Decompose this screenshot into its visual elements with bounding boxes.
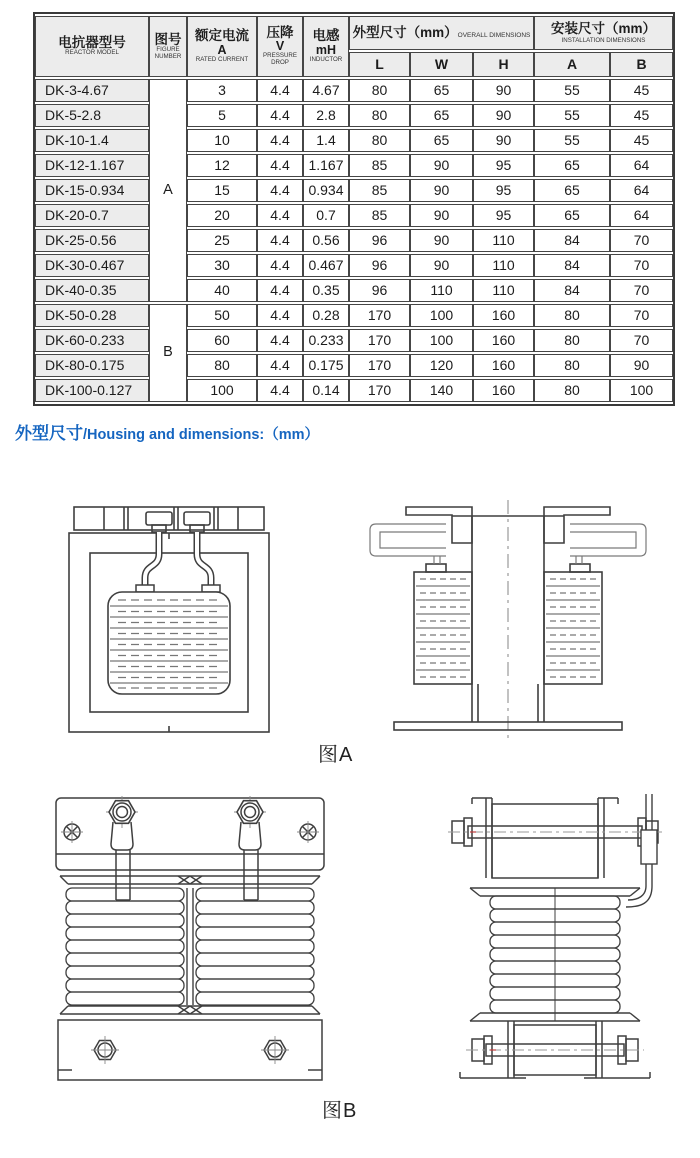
model-cell: DK-50-0.28 xyxy=(35,304,149,327)
mh-cell: 0.56 xyxy=(303,229,349,252)
model-cell: DK-25-0.56 xyxy=(35,229,149,252)
table-row xyxy=(35,279,673,302)
dim-w-cell: 140 xyxy=(410,379,473,402)
dim-h-cell: 90 xyxy=(473,104,534,127)
current-cell: 100 xyxy=(187,379,257,402)
dim-l-cell: 96 xyxy=(349,279,410,302)
header-col-B: B xyxy=(610,52,673,77)
figure-group-b-cell: B xyxy=(149,304,187,402)
header-col-W: W xyxy=(410,52,473,77)
dim-w-cell: 90 xyxy=(410,154,473,177)
dim-l-cell: 80 xyxy=(349,129,410,152)
drop-cell: 4.4 xyxy=(257,154,303,177)
mh-cell: 0.7 xyxy=(303,204,349,227)
dim-w-cell: 90 xyxy=(410,179,473,202)
dim-h-cell: 95 xyxy=(473,154,534,177)
inst-b-cell: 70 xyxy=(610,304,673,327)
inst-a-cell: 80 xyxy=(534,329,610,352)
dim-l-cell: 170 xyxy=(349,354,410,377)
dim-l-cell: 80 xyxy=(349,104,410,127)
dim-w-cell: 65 xyxy=(410,104,473,127)
table-row xyxy=(35,304,673,327)
inst-b-cell: 45 xyxy=(610,129,673,152)
current-cell: 5 xyxy=(187,104,257,127)
section-heading-zh: 外型尺寸 xyxy=(15,424,83,443)
mh-cell: 1.4 xyxy=(303,129,349,152)
inst-a-cell: 80 xyxy=(534,354,610,377)
model-cell: DK-80-0.175 xyxy=(35,354,149,377)
inst-b-cell: 64 xyxy=(610,179,673,202)
reactor-spec-table xyxy=(33,12,675,406)
mh-cell: 4.67 xyxy=(303,79,349,102)
mh-cell: 0.28 xyxy=(303,304,349,327)
current-cell: 15 xyxy=(187,179,257,202)
current-cell: 60 xyxy=(187,329,257,352)
table-row xyxy=(35,79,673,102)
model-cell: DK-12-1.167 xyxy=(35,154,149,177)
dim-l-cell: 170 xyxy=(349,379,410,402)
inst-b-cell: 70 xyxy=(610,254,673,277)
model-cell: DK-3-4.67 xyxy=(35,79,149,102)
mh-cell: 0.233 xyxy=(303,329,349,352)
mh-cell: 1.167 xyxy=(303,154,349,177)
table-row xyxy=(35,154,673,177)
dim-h-cell: 160 xyxy=(473,379,534,402)
drop-cell: 4.4 xyxy=(257,129,303,152)
drop-cell: 4.4 xyxy=(257,279,303,302)
dim-h-cell: 160 xyxy=(473,304,534,327)
dim-w-cell: 90 xyxy=(410,254,473,277)
section-heading-en: /Housing and dimensions:（mm） xyxy=(83,427,320,443)
figure-a-front-view-drawing xyxy=(66,502,272,736)
current-cell: 40 xyxy=(187,279,257,302)
inst-b-cell: 64 xyxy=(610,154,673,177)
inst-b-cell: 64 xyxy=(610,204,673,227)
current-cell: 80 xyxy=(187,354,257,377)
inst-b-cell: 45 xyxy=(610,79,673,102)
header-reactor-model: 电抗器型号 REACTOR MODEL xyxy=(35,16,149,77)
dim-h-cell: 110 xyxy=(473,279,534,302)
spec-table-wrapper xyxy=(33,12,700,406)
inst-a-cell: 55 xyxy=(534,79,610,102)
table-row xyxy=(35,129,673,152)
inst-b-cell: 70 xyxy=(610,279,673,302)
drop-cell: 4.4 xyxy=(257,304,303,327)
dim-h-cell: 110 xyxy=(473,229,534,252)
drop-cell: 4.4 xyxy=(257,104,303,127)
table-row xyxy=(35,104,673,127)
model-cell: DK-60-0.233 xyxy=(35,329,149,352)
inst-a-cell: 65 xyxy=(534,204,610,227)
inst-a-cell: 65 xyxy=(534,154,610,177)
dim-h-cell: 160 xyxy=(473,354,534,377)
figure-b-label: 图B xyxy=(322,1100,358,1122)
drawings-section xyxy=(0,444,700,1148)
header-figure-number: 图号 FIGURE NUMBER xyxy=(149,16,187,77)
dim-l-cell: 85 xyxy=(349,154,410,177)
table-row xyxy=(35,254,673,277)
table-header-row-1 xyxy=(35,16,673,50)
inst-a-cell: 84 xyxy=(534,254,610,277)
dim-h-cell: 95 xyxy=(473,204,534,227)
figure-a-label: 图A xyxy=(318,744,354,766)
drop-cell: 4.4 xyxy=(257,254,303,277)
current-cell: 3 xyxy=(187,79,257,102)
table-row xyxy=(35,229,673,252)
inst-a-cell: 65 xyxy=(534,179,610,202)
dim-l-cell: 96 xyxy=(349,254,410,277)
drop-cell: 4.4 xyxy=(257,329,303,352)
inst-a-cell: 80 xyxy=(534,379,610,402)
current-cell: 12 xyxy=(187,154,257,177)
model-cell: DK-20-0.7 xyxy=(35,204,149,227)
table-row xyxy=(35,354,673,377)
drop-cell: 4.4 xyxy=(257,179,303,202)
current-cell: 25 xyxy=(187,229,257,252)
dim-w-cell: 90 xyxy=(410,204,473,227)
dim-w-cell: 65 xyxy=(410,79,473,102)
inst-b-cell: 100 xyxy=(610,379,673,402)
dim-l-cell: 96 xyxy=(349,229,410,252)
inst-a-cell: 84 xyxy=(534,279,610,302)
dim-w-cell: 120 xyxy=(410,354,473,377)
current-cell: 20 xyxy=(187,204,257,227)
header-col-A: A xyxy=(534,52,610,77)
header-inductor: 电感 mH INDUCTOR xyxy=(303,16,349,77)
mh-cell: 0.467 xyxy=(303,254,349,277)
dim-h-cell: 160 xyxy=(473,329,534,352)
header-rated-current: 额定电流 A RATED CURRENT xyxy=(187,16,257,77)
inst-b-cell: 45 xyxy=(610,104,673,127)
drop-cell: 4.4 xyxy=(257,204,303,227)
inst-a-cell: 80 xyxy=(534,304,610,327)
mh-cell: 0.14 xyxy=(303,379,349,402)
figure-b-side-view-drawing xyxy=(446,790,664,1090)
model-cell: DK-15-0.934 xyxy=(35,179,149,202)
section-heading xyxy=(15,419,700,444)
dim-w-cell: 65 xyxy=(410,129,473,152)
header-installation-dimensions: 安装尺寸（mm） INSTALLATION DIMENSIONS xyxy=(534,16,673,50)
model-cell: DK-40-0.35 xyxy=(35,279,149,302)
header-pressure-drop: 压降 V PRESSURE DROP xyxy=(257,16,303,77)
drop-cell: 4.4 xyxy=(257,229,303,252)
mh-cell: 0.934 xyxy=(303,179,349,202)
dim-l-cell: 85 xyxy=(349,204,410,227)
dim-l-cell: 170 xyxy=(349,329,410,352)
table-row xyxy=(35,329,673,352)
inst-a-cell: 55 xyxy=(534,104,610,127)
current-cell: 10 xyxy=(187,129,257,152)
inst-a-cell: 55 xyxy=(534,129,610,152)
mh-cell: 0.35 xyxy=(303,279,349,302)
dim-w-cell: 100 xyxy=(410,304,473,327)
table-row xyxy=(35,179,673,202)
table-row xyxy=(35,204,673,227)
inst-a-cell: 84 xyxy=(534,229,610,252)
header-overall-dimensions: 外型尺寸（mm）OVERALL DIMENSIONS xyxy=(349,16,534,50)
figure-b-front-view-drawing xyxy=(50,792,330,1088)
model-cell: DK-100-0.127 xyxy=(35,379,149,402)
table-row xyxy=(35,379,673,402)
model-cell: DK-5-2.8 xyxy=(35,104,149,127)
drop-cell: 4.4 xyxy=(257,379,303,402)
dim-h-cell: 90 xyxy=(473,129,534,152)
dim-h-cell: 95 xyxy=(473,179,534,202)
dim-w-cell: 100 xyxy=(410,329,473,352)
dim-l-cell: 170 xyxy=(349,304,410,327)
current-cell: 50 xyxy=(187,304,257,327)
mh-cell: 0.175 xyxy=(303,354,349,377)
model-cell: DK-30-0.467 xyxy=(35,254,149,277)
drop-cell: 4.4 xyxy=(257,79,303,102)
header-col-H: H xyxy=(473,52,534,77)
header-col-L: L xyxy=(349,52,410,77)
dim-w-cell: 90 xyxy=(410,229,473,252)
dim-l-cell: 80 xyxy=(349,79,410,102)
figure-a-side-view-drawing xyxy=(356,494,660,746)
dim-w-cell: 110 xyxy=(410,279,473,302)
mh-cell: 2.8 xyxy=(303,104,349,127)
current-cell: 30 xyxy=(187,254,257,277)
model-cell: DK-10-1.4 xyxy=(35,129,149,152)
inst-b-cell: 90 xyxy=(610,354,673,377)
inst-b-cell: 70 xyxy=(610,329,673,352)
dim-h-cell: 110 xyxy=(473,254,534,277)
inst-b-cell: 70 xyxy=(610,229,673,252)
dim-h-cell: 90 xyxy=(473,79,534,102)
drop-cell: 4.4 xyxy=(257,354,303,377)
dim-l-cell: 85 xyxy=(349,179,410,202)
figure-group-a-cell: A xyxy=(149,79,187,302)
